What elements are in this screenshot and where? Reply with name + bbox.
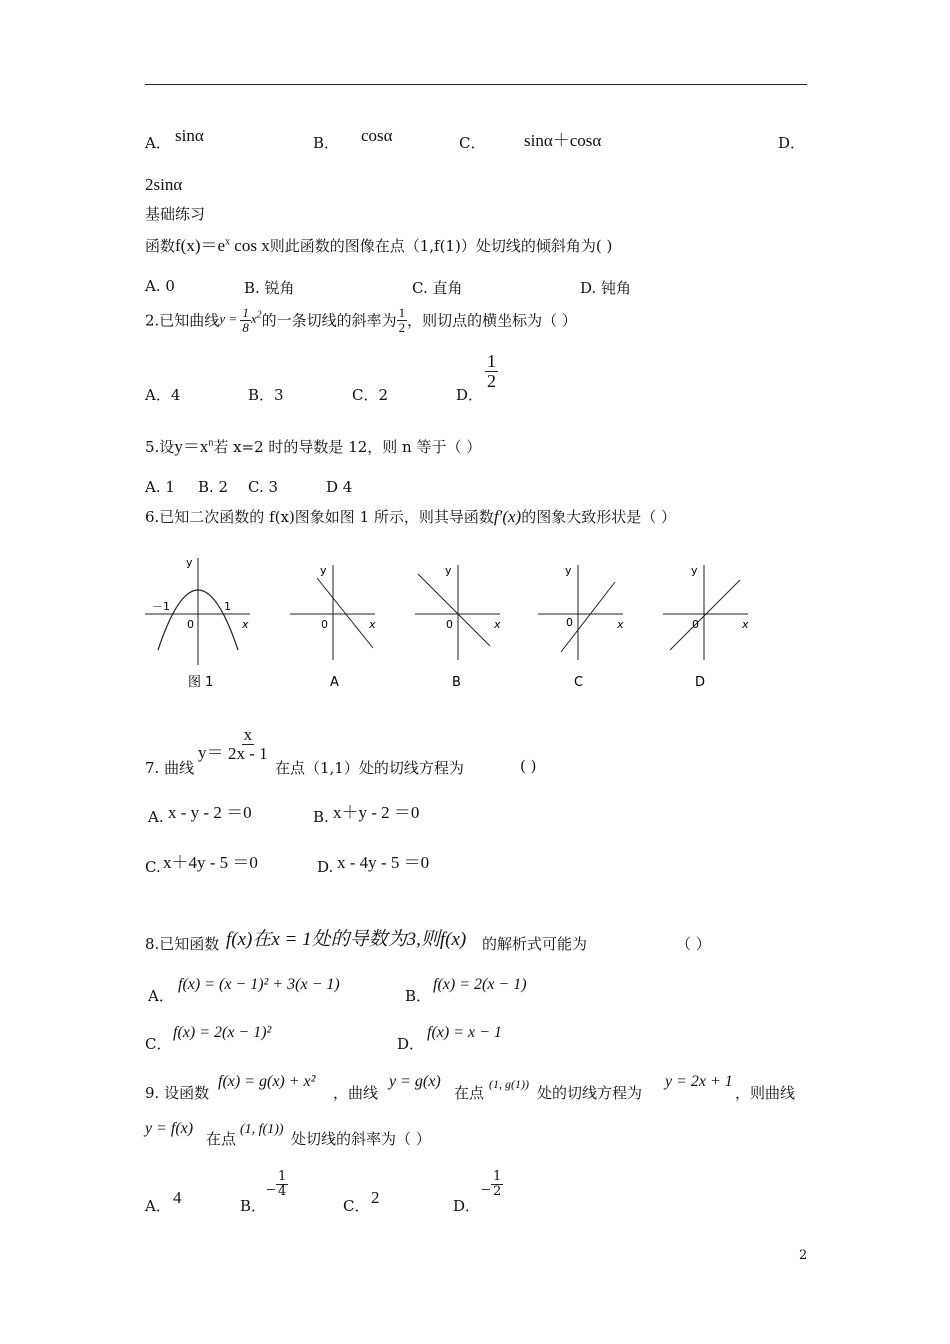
- graph-figure-1: [140, 550, 260, 695]
- q8-option-c: f(x) = 2(x − 1)²: [173, 1024, 272, 1041]
- prev-option-b: cosα: [361, 126, 393, 145]
- q9-text-1: ，曲线: [333, 1084, 379, 1102]
- page-number: 2: [799, 1248, 808, 1263]
- question-5: 5.设$y=x^n$若 x=2 时的导数是 12，则 n 等于（ ）: [145, 437, 482, 456]
- x-axis-label: x: [617, 618, 624, 631]
- origin-label: 0: [692, 618, 699, 631]
- prev-option-b-label: B．: [313, 134, 340, 152]
- q2-slope-fraction: $\frac{1}{2}$: [398, 305, 406, 335]
- section-title: 基础练习: [145, 205, 206, 223]
- question-2: 2.已知曲线y = $\frac{1}{8}$ $x^2$的一条切线的斜率为 $\frac{1}{2}$ ，则切点的横坐标为（ ）: [145, 305, 577, 335]
- q9-text-3: 处的切线方程为: [537, 1084, 643, 1102]
- y-axis-label: y: [320, 564, 327, 577]
- q5-option-b: B. 2: [198, 478, 229, 496]
- q2-option-a: A．4: [145, 386, 181, 404]
- q1-option-d: D. 钝角: [580, 279, 632, 297]
- q2-option-d-fraction: $\frac{1}{2}$: [487, 351, 496, 391]
- q9-prefix: 9. 设函数: [145, 1084, 210, 1102]
- derivative-line: [317, 578, 373, 648]
- q2-curve-formula: y = $\frac{1}{8}$ $x^2$: [219, 305, 262, 335]
- header-rule: [145, 84, 807, 85]
- q9-formula-f: f(x) = g(x) + x²: [218, 1073, 316, 1090]
- y-axis-label: y: [691, 564, 698, 577]
- prev-option-c: sinα＋cosα: [524, 131, 602, 150]
- q5-option-c: C. 3: [248, 478, 279, 496]
- q8-option-d: f(x) = x − 1: [427, 1024, 502, 1041]
- q7-text: 在点（1,1）处的切线方程为: [275, 759, 464, 777]
- graph-caption: A: [330, 675, 339, 690]
- q8-option-b-label: B．: [405, 987, 432, 1005]
- prev-option-a-label: A．: [145, 134, 171, 152]
- x-axis-label: x: [369, 618, 376, 631]
- q8-option-d-label: D．: [397, 1035, 425, 1053]
- q7-fraction: $\frac{x}{2x - 1}$: [228, 725, 268, 763]
- y-axis-label: y: [445, 564, 452, 577]
- prev-option-d: 2sinα: [145, 175, 183, 194]
- q7-paren: ( ): [520, 757, 537, 775]
- q9-text-4: ，则曲线: [735, 1084, 796, 1102]
- q2-option-d-label: D．: [456, 386, 484, 404]
- q6-derivative-formula: f′(x): [493, 507, 522, 526]
- question-1: 函数$f(x)=e^x$ cos x则此函数的图像在点（1,f(1)）处切线的倾斜角为( ): [145, 236, 613, 255]
- q1-option-a: A. 0: [145, 277, 175, 295]
- q2-option-c: C．2: [352, 386, 389, 404]
- q9-point-f: (1, f(1)): [240, 1122, 284, 1137]
- origin-label: 0: [187, 618, 194, 631]
- q7-option-d-label: D.: [317, 858, 334, 876]
- q7-prefix: 7. 曲线: [145, 759, 195, 777]
- q5-option-a: A. 1: [145, 478, 175, 496]
- q9-option-d-minus: −: [481, 1180, 491, 1199]
- derivative-line: [418, 574, 490, 646]
- q1-option-c: C. 直角: [412, 279, 463, 297]
- q9-text-5: 在点: [206, 1130, 237, 1148]
- q9-text-6: 处切线的斜率为（ ）: [291, 1130, 431, 1148]
- q9-formula-g: y = g(x): [389, 1073, 441, 1090]
- x-axis-label: x: [742, 618, 749, 631]
- q9-option-b-label: B．: [240, 1197, 267, 1215]
- graph-option-d: [658, 560, 758, 695]
- origin-label: 0: [321, 618, 328, 631]
- graph-option-a: [285, 560, 385, 695]
- q9-formula-y: y = f(x): [145, 1120, 194, 1137]
- y-axis-label: y: [565, 564, 572, 577]
- q7-lhs: y＝: [198, 743, 224, 762]
- q9-tangent-line: y = 2x + 1: [665, 1073, 733, 1090]
- q7-option-d: x - 4y - 5 ＝0: [337, 853, 430, 872]
- q5-formula: $y=x^n$: [174, 437, 214, 456]
- prev-option-c-label: C．: [459, 134, 486, 152]
- graph-caption: 图 1: [188, 675, 214, 690]
- derivative-line: [670, 580, 740, 650]
- q8-paren: （ ）: [676, 935, 711, 953]
- q1-formula: $f(x)=e^x$ cos x: [175, 236, 270, 255]
- q8-option-a: f(x) = (x − 1)² + 3(x − 1): [178, 976, 340, 993]
- prev-option-d-label: D．: [778, 134, 806, 152]
- q9-option-b-fraction: $\frac{1}{4}$: [278, 1169, 287, 1199]
- q9-text-2: 在点: [454, 1084, 485, 1102]
- q9-option-b-minus: −: [266, 1180, 276, 1199]
- q2-option-b: B．3: [248, 386, 284, 404]
- graph-option-b: [410, 560, 510, 695]
- q1-option-b: B. 锐角: [244, 279, 295, 297]
- y-axis-label: y: [186, 556, 193, 569]
- q9-option-a-label: A．: [145, 1197, 171, 1215]
- q7-option-c-label: C.: [145, 858, 161, 876]
- x-axis-label: x: [494, 618, 501, 631]
- q7-option-a: x - y - 2 ＝0: [168, 803, 252, 822]
- origin-label: 0: [446, 618, 453, 631]
- q8-prefix: 8.已知函数: [145, 935, 220, 953]
- graph-caption: B: [452, 675, 461, 690]
- q9-option-c-label: C．: [343, 1197, 370, 1215]
- q9-option-a: 4: [173, 1188, 182, 1207]
- graph-caption: D: [695, 675, 706, 690]
- q7-option-b-label: B.: [313, 808, 329, 826]
- q8-option-b: f(x) = 2(x − 1): [433, 976, 527, 993]
- prev-option-a: sinα: [175, 126, 204, 145]
- q9-option-c: 2: [371, 1188, 380, 1207]
- graph-option-c: [533, 560, 633, 695]
- q7-option-a-label: A.: [148, 808, 164, 826]
- tick-label-one: 1: [224, 600, 231, 613]
- q7-option-c: x＋4y - 5 ＝0: [163, 853, 258, 872]
- question-6: 6.已知二次函数的 f(x)图象如图 1 所示，则其导函数f′(x)的图象大致形状是（ ）: [145, 507, 676, 526]
- x-axis-label: x: [242, 618, 249, 631]
- q8-formula: f(x)在x = 1处的导数为3,则f(x): [226, 929, 467, 950]
- q7-option-b: x＋y - 2 ＝0: [333, 803, 420, 822]
- q8-option-a-label: A．: [148, 987, 174, 1005]
- q8-suffix: 的解析式可能为: [482, 935, 588, 953]
- q9-option-d-label: D．: [453, 1197, 481, 1215]
- q5-option-d: D 4: [326, 478, 353, 496]
- graph-caption: C: [574, 675, 584, 690]
- origin-label: 0: [566, 616, 573, 629]
- q9-option-d-fraction: $\frac{1}{2}$: [493, 1169, 502, 1199]
- q9-point-g: (1, g(1)): [489, 1077, 529, 1091]
- q8-option-c-label: C．: [145, 1035, 172, 1053]
- tick-label-neg-one: －1: [152, 600, 170, 613]
